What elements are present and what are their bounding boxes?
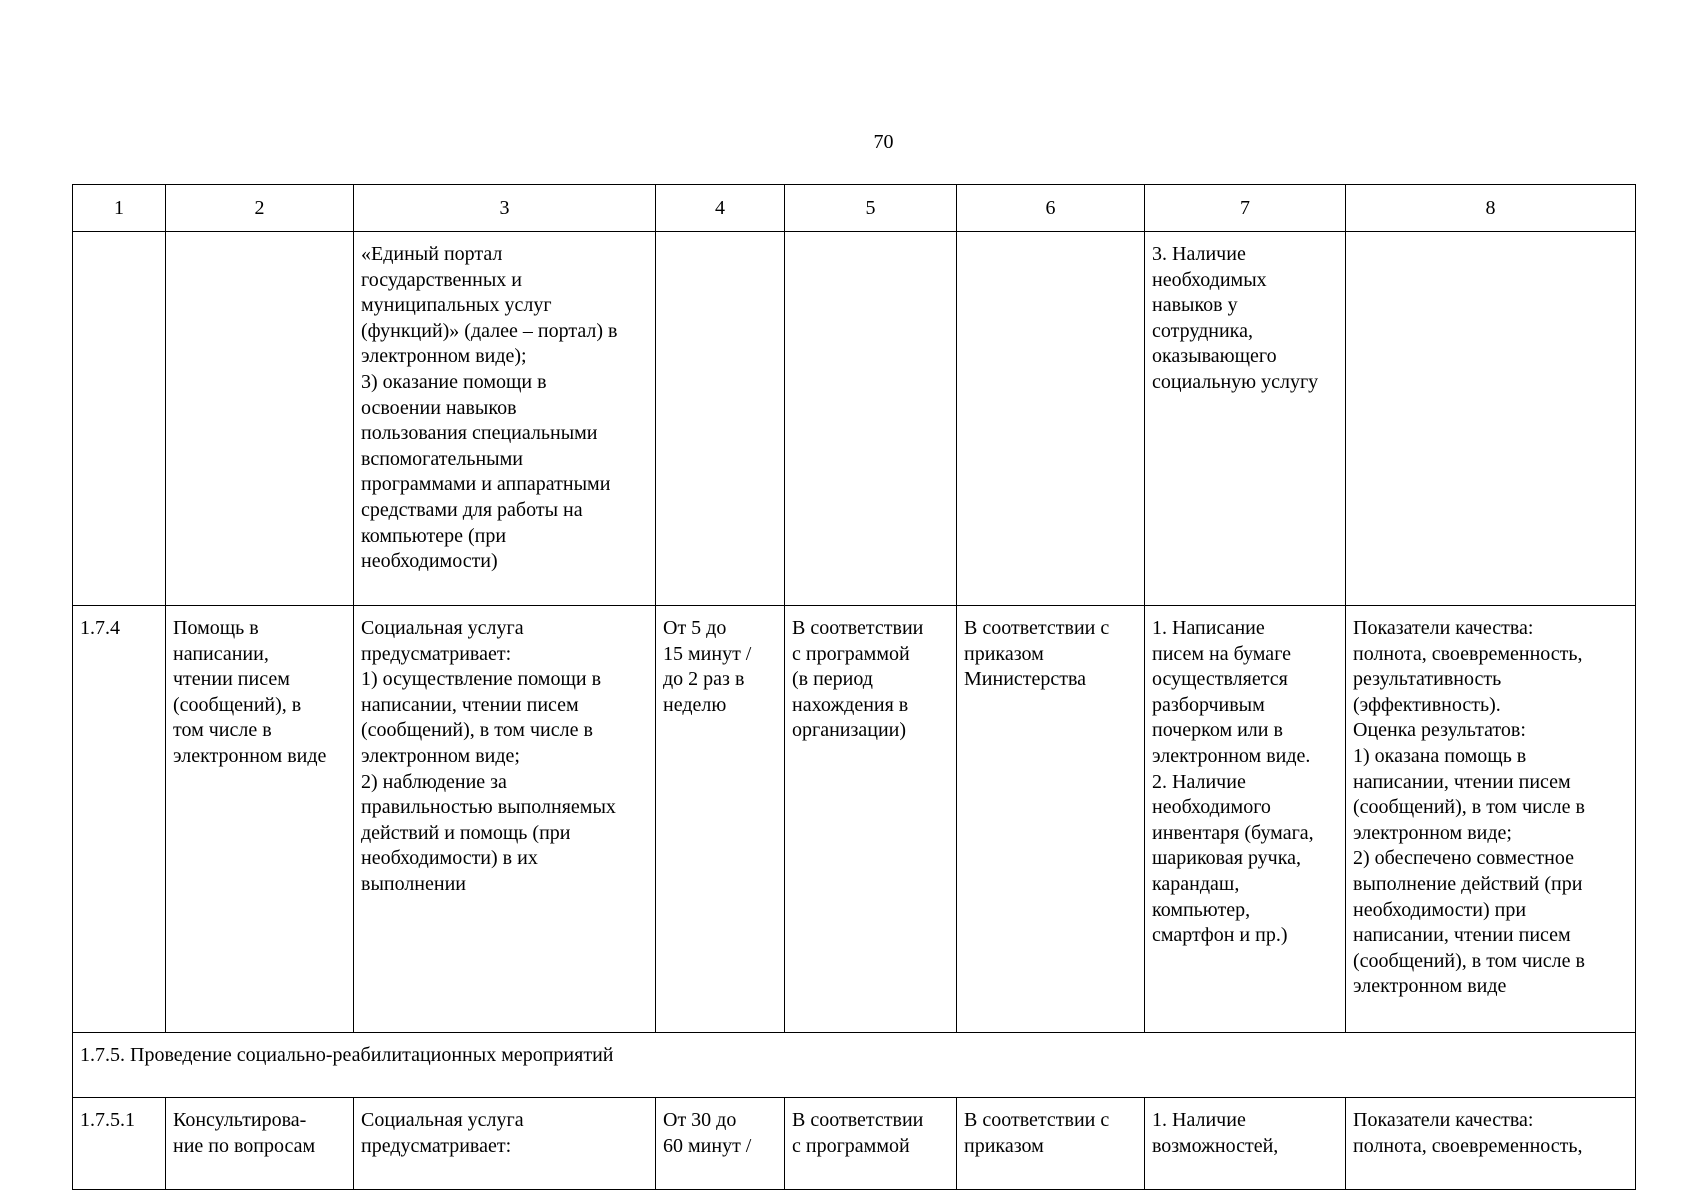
cell-quality-indicators bbox=[1346, 232, 1636, 606]
cell-period bbox=[785, 232, 957, 606]
cell-tariff bbox=[957, 232, 1145, 606]
cell-number bbox=[73, 232, 166, 606]
cell-service-description: «Единый портал государственных и муниципальных услуг (функций)» (далее – портал) в электронном виде); 3) оказание помощи в освоении навыков пользования специальными вспомогательными программами и аппаратными средствами для работы на компьютере (при необходимости) bbox=[354, 232, 656, 606]
cell-service-name: Консультирова- ние по вопросам bbox=[166, 1098, 354, 1190]
column-number-header-row bbox=[73, 185, 1636, 232]
column-number-1: 1 bbox=[73, 185, 166, 232]
page-number: 70 bbox=[873, 131, 894, 153]
column-number-3: 3 bbox=[354, 185, 656, 232]
cell-number: 1.7.5.1 bbox=[73, 1098, 166, 1190]
cell-duration: От 30 до 60 минут / bbox=[656, 1098, 785, 1190]
column-number-5: 5 bbox=[785, 185, 957, 232]
section-heading-row bbox=[73, 1033, 1636, 1098]
cell-quality-indicators: Показатели качества: полнота, своевременность, результативность (эффективность). Оценка результатов: 1) оказана помощь в написании, чтении писем (сообщений), в том числе в электронном виде; 2) обеспечено совместное выполнение действий (при необходимости) при написании, чтении писем (сообщений), в том числе в электронном виде bbox=[1346, 606, 1636, 1033]
column-number-4: 4 bbox=[656, 185, 785, 232]
cell-service-description: Социальная услуга предусматривает: 1) осуществление помощи в написании, чтении писем (сообщений), в том числе в электронном виде; 2) наблюдение за правильностью выполняемых действий и помощь (при необходимости) в их выполнении bbox=[354, 606, 656, 1033]
column-number-8: 8 bbox=[1346, 185, 1636, 232]
cell-tariff: В соответствии с приказом bbox=[957, 1098, 1145, 1190]
services-table bbox=[72, 184, 1636, 1190]
cell-service-name bbox=[166, 232, 354, 606]
cell-service-description: Социальная услуга предусматривает: bbox=[354, 1098, 656, 1190]
cell-period: В соответствии с программой (в период нахождения в организации) bbox=[785, 606, 957, 1033]
cell-duration: От 5 до 15 минут / до 2 раз в неделю bbox=[656, 606, 785, 1033]
cell-conditions: 1. Наличие возможностей, bbox=[1145, 1098, 1346, 1190]
cell-conditions: 1. Написание писем на бумаге осуществляется разборчивым почерком или в электронном виде. 2. Наличие необходимого инвентаря (бумага, шариковая ручка, карандаш, компьютер, смартфон и пр.) bbox=[1145, 606, 1346, 1033]
column-number-6: 6 bbox=[957, 185, 1145, 232]
column-number-7: 7 bbox=[1145, 185, 1346, 232]
section-heading: 1.7.5. Проведение социально-реабилитационных мероприятий bbox=[73, 1033, 1636, 1098]
cell-number: 1.7.4 bbox=[73, 606, 166, 1033]
table-row-1-7-5-1 bbox=[73, 1098, 1636, 1190]
column-number-2: 2 bbox=[166, 185, 354, 232]
table-row-continuation bbox=[73, 232, 1636, 606]
cell-conditions: 3. Наличие необходимых навыков у сотрудника, оказывающего социальную услугу bbox=[1145, 232, 1346, 606]
cell-quality-indicators: Показатели качества: полнота, своевременность, bbox=[1346, 1098, 1636, 1190]
cell-service-name: Помощь в написании, чтении писем (сообщений), в том числе в электронном виде bbox=[166, 606, 354, 1033]
table-row-1-7-4 bbox=[73, 606, 1636, 1033]
cell-duration bbox=[656, 232, 785, 606]
cell-tariff: В соответствии с приказом Министерства bbox=[957, 606, 1145, 1033]
cell-period: В соответствии с программой bbox=[785, 1098, 957, 1190]
